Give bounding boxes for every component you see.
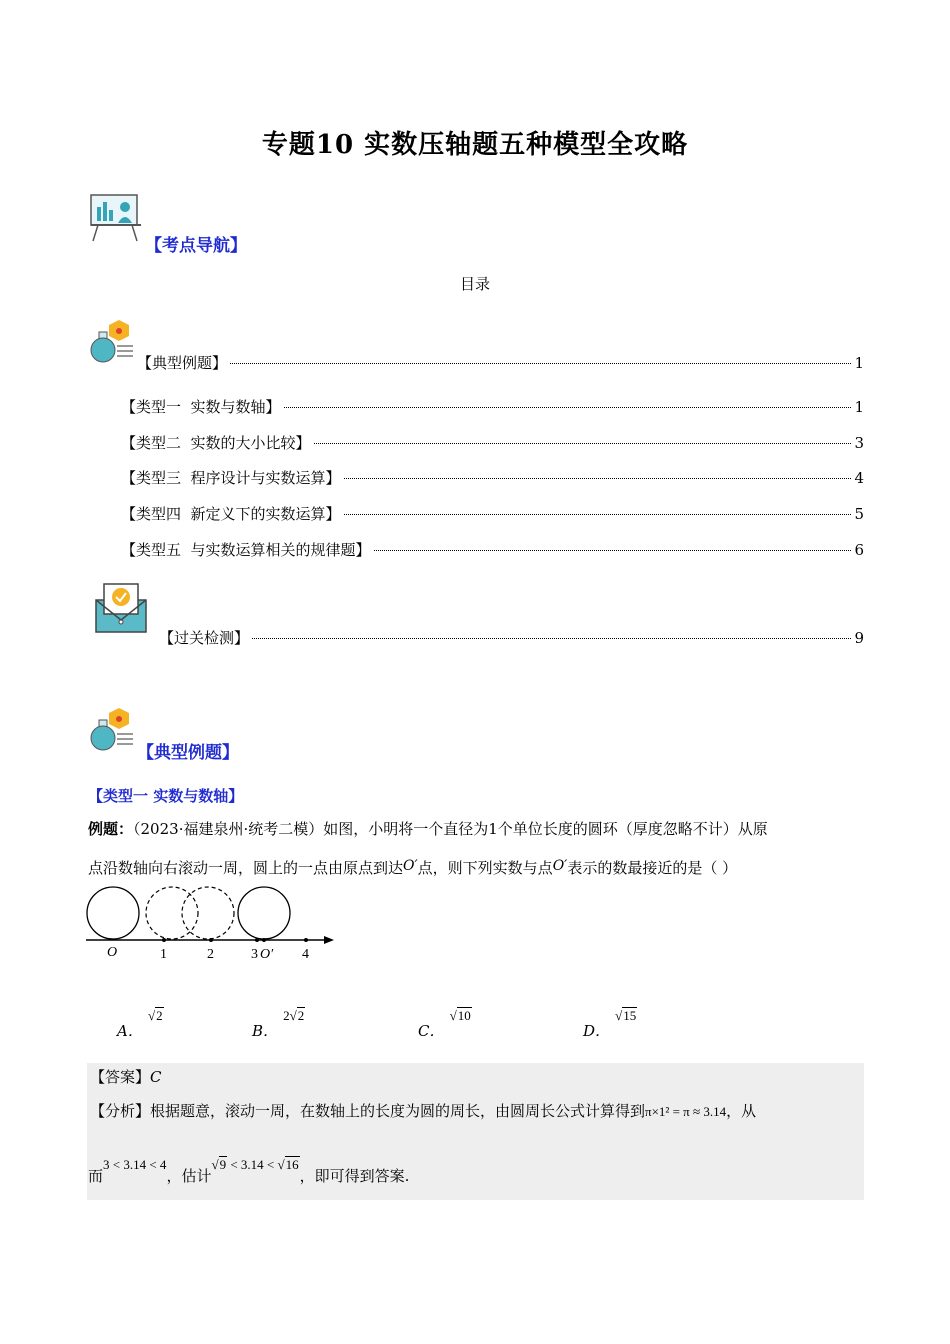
toc-entry-label: 【类型二 实数的大小比较】 (121, 434, 311, 452)
point-three (255, 938, 259, 942)
answer-line (90, 1059, 162, 1095)
nav-header: 【考点导航】 (145, 236, 247, 256)
point-label: O′ (403, 858, 418, 874)
question-line-2 (88, 848, 858, 886)
section-subheading: 【类型一 实数与数轴】 (88, 787, 244, 805)
toc-entry-page: 6 (854, 541, 864, 559)
analysis-text: ，从 (726, 1102, 757, 1120)
option-d[interactable] (583, 1004, 637, 1040)
analysis-text: 而 (88, 1167, 104, 1185)
point-two (209, 938, 213, 942)
toc-entry-page: 9 (854, 629, 864, 647)
toc-entry-label: 【类型五 与实数运算相关的规律题】 (121, 541, 371, 559)
axis-arrow (324, 936, 334, 944)
radicand: 16 (285, 1157, 299, 1172)
flask-icon (89, 318, 137, 364)
circle-start (87, 887, 139, 939)
toc-leader (344, 514, 852, 515)
option-value: √15 (615, 1008, 637, 1023)
option-a[interactable] (117, 1004, 164, 1040)
toc-entry-page: 3 (854, 434, 864, 452)
label-one: 1 (160, 947, 167, 962)
question-text: 点沿数轴向右滚动一周，圆上的一点由原点到达 (88, 859, 404, 877)
toc-entry-type-one[interactable] (121, 396, 864, 418)
formula-circumference: π×1² = π ≈ 3.14 (645, 1104, 727, 1119)
toc-entry-page: 4 (854, 469, 864, 487)
analysis-text: ，即可得到答案. (299, 1167, 410, 1185)
label-two: 2 (207, 947, 214, 962)
option-letter: B． (252, 1022, 279, 1040)
option-value: 2√2 (283, 1008, 305, 1023)
formula-bounds: 3 < 3.14 < 4 (103, 1157, 167, 1172)
presentation-board-icon (88, 193, 144, 243)
toc-leader (314, 443, 852, 444)
label-origin: O (107, 945, 118, 960)
toc-entry-type-three[interactable] (121, 467, 864, 489)
formula-middle: < 3.14 < (227, 1157, 278, 1172)
point-one (162, 938, 166, 942)
toc-entry-label: 【类型一 实数与数轴】 (121, 398, 281, 416)
toc-entry-page: 5 (854, 505, 864, 523)
toc-leader (252, 638, 851, 639)
circle-dashed-2 (182, 887, 234, 939)
radicand: 15 (623, 1008, 637, 1023)
toc-entry-label: 【类型三 程序设计与实数运算】 (121, 469, 341, 487)
toc-entry-label: 【类型四 新定义下的实数运算】 (121, 505, 341, 523)
toc-entry-page: 1 (854, 354, 864, 372)
option-letter: D． (583, 1022, 611, 1040)
check-envelope-icon (94, 580, 150, 634)
option-c[interactable] (418, 1004, 472, 1040)
page-title: 专题10 实数压轴题五种模型全攻略 (261, 130, 689, 160)
analysis-text: 根据题意，滚动一周，在数轴上的长度为圆的周长，由圆周长公式计算得到 (150, 1102, 646, 1120)
toc-entry-typical-examples[interactable] (137, 352, 864, 374)
analysis-text: ，估计 (166, 1167, 212, 1185)
flask-icon (89, 706, 137, 752)
option-letter: A． (117, 1022, 143, 1040)
coefficient: 2 (283, 1008, 290, 1023)
option-value: √2 (147, 1008, 163, 1023)
point-o-prime (262, 938, 266, 942)
toc-leader (374, 550, 852, 551)
circle-end (238, 887, 290, 939)
toc-entry-type-four[interactable] (121, 503, 864, 525)
point-label: O′ (552, 858, 568, 874)
point-four (304, 938, 308, 942)
answer-value: C (150, 1068, 162, 1086)
option-letter: C． (418, 1022, 445, 1040)
analysis-line-1 (90, 1093, 860, 1130)
radicand: 2 (297, 1008, 305, 1023)
toc-entry-label: 【过关检测】 (159, 629, 250, 647)
analysis-line-2 (88, 1158, 858, 1195)
toc-entry-label: 【典型例题】 (137, 354, 228, 372)
answer-label: 【答案】 (90, 1068, 151, 1086)
question-line-1 (88, 811, 858, 847)
label-three: 3 (251, 947, 258, 962)
radicand: 10 (457, 1008, 471, 1023)
formula-sqrt-estimate: √9 < 3.14 < √16 (211, 1157, 299, 1172)
question-label: 例题： (88, 820, 134, 838)
radicand: 2 (156, 1008, 163, 1023)
option-b[interactable] (252, 1004, 305, 1040)
toc-caption: 目录 (459, 275, 490, 293)
analysis-label: 【分析】 (90, 1102, 151, 1120)
toc-leader (344, 478, 852, 479)
question-text: 点，则下列实数与点 (417, 859, 553, 877)
toc-entry-type-two[interactable] (121, 432, 864, 454)
option-value: √10 (449, 1008, 471, 1023)
toc-entry-page: 1 (854, 398, 864, 416)
number-line-figure (84, 884, 344, 964)
section-heading: 【典型例题】 (137, 743, 239, 763)
toc-leader (284, 407, 852, 408)
toc-entry-type-five[interactable] (121, 539, 864, 561)
question-text: 表示的数最接近的是（ ） (567, 859, 738, 877)
toc-entry-checkpoint[interactable] (159, 627, 864, 649)
label-o-prime: O′ (260, 947, 274, 962)
toc-leader (230, 363, 851, 364)
label-four: 4 (302, 947, 309, 962)
question-text: （2023·福建泉州·统考二模）如图，小明将一个直径为1个单位长度的圆环（厚度忽略不计）从原 (133, 820, 768, 838)
radicand: 9 (219, 1157, 227, 1172)
